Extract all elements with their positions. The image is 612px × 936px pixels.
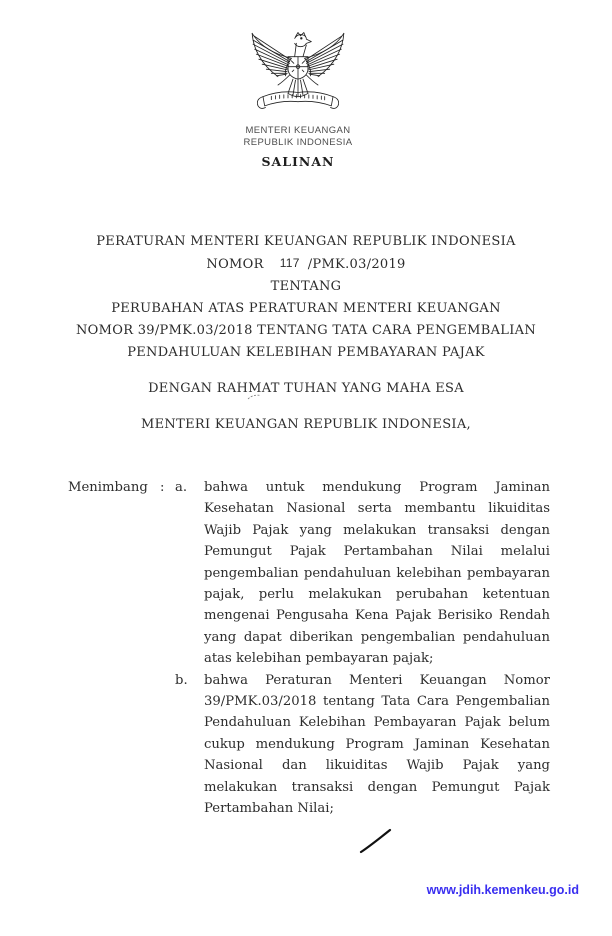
considerations-section — [68, 477, 612, 820]
item-text: bahwa untuk mendukung Program Jaminan Kesehatan Nasional serta membantu likuiditas Wajib Pajak yang melakukan transaksi dengan Pemungut Pajak Pertambahan Nilai melalui pengembalian pendahuluan kelebihan pembayaran pajak, perlu melakukan perubahan ketentuan mengenai Pengusaha Kena Pajak Berisiko Rendah yang dapat diberikan pengembalian pendahuluan atas kelebihan pembayaran pajak; — [204, 480, 550, 667]
consideration-item-a — [175, 477, 550, 670]
regulation-number-line — [0, 253, 612, 276]
regulation-heading: PERATURAN MENTERI KEUANGAN REPUBLIK INDONESIA — [96, 234, 516, 249]
menimbang-label: Menimbang — [68, 480, 148, 495]
tentang-label: TENTANG — [270, 279, 342, 294]
subject-line-2: NOMOR 39/PMK.03/2018 TENTANG TATA CARA PENGEMBALIAN — [76, 323, 536, 338]
item-marker: b. — [175, 672, 188, 688]
salinan-stamp: SALINAN — [261, 154, 335, 169]
item-marker: a. — [175, 480, 188, 495]
ministry-line-1: MENTERI KEUANGAN — [245, 125, 351, 136]
ministry-name — [0, 125, 604, 149]
subject-line-1: PERUBAHAN ATAS PERATURAN MENTERI KEUANGAN — [111, 301, 501, 316]
nomor-number: 117 — [279, 256, 300, 270]
jdih-watermark-link[interactable]: www.jdih.kemenkeu.go.id — [426, 883, 579, 897]
title-block — [0, 231, 612, 364]
consideration-item-b — [175, 670, 550, 820]
letterhead — [0, 28, 604, 169]
item-text: bahwa Peraturan Menteri Keuangan Nomor 39/⁠PMK.03/⁠2018 tentang Tata Cara Pengembalian Pendahuluan Kelebihan Pembayaran Pajak belum cukup mendukung Program Jaminan Kesehatan Nasional dan likuiditas Wajib Pajak yang melakukan transaksi dengan Pemungut Pajak Pertambahan Nilai; — [204, 672, 550, 817]
issuer-line: MENTERI KEUANGAN REPUBLIK INDONESIA, — [141, 417, 471, 432]
menimbang-colon: : — [160, 480, 165, 495]
handwritten-paraf-slash-icon — [359, 828, 393, 854]
subject-line-3: PENDAHULUAN KELEBIHAN PEMBAYARAN PAJAK — [127, 345, 485, 360]
invocation-line: DENGAN RAHMAT TUHAN YANG MAHA ESA — [148, 381, 464, 396]
nomor-label: NOMOR — [206, 257, 264, 272]
garuda-pancasila-emblem-icon — [248, 28, 348, 122]
ministry-line-2: REPUBLIK INDONESIA — [243, 137, 353, 148]
considerations-list — [175, 477, 550, 820]
pen-squiggle-mark-icon — [247, 393, 263, 401]
nomor-suffix: /PMK.03/2019 — [307, 257, 406, 272]
